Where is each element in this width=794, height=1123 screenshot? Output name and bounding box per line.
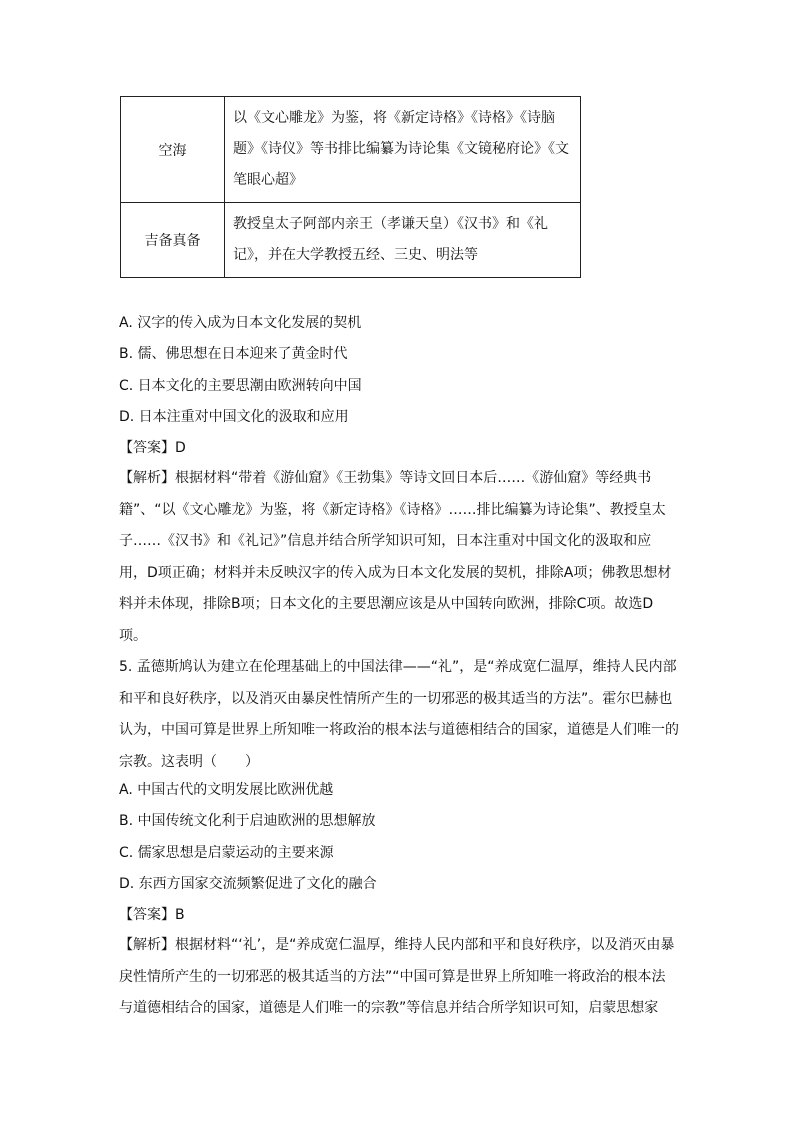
- q5-option-b: B. 中国传统文化利于启迪欧洲的思想解放: [119, 813, 376, 829]
- table-cell-name: 吉备真备: [121, 203, 225, 278]
- q5-option-d: D. 东西方国家交流频繁促进了文化的融合: [119, 876, 377, 892]
- table-row: [121, 97, 581, 203]
- q5-analysis: 【解析】根据材料“‘礼’，是“养成宽仁温厚，维持人民内部和平和良好秩序，以及消灭由暴戾性情所产生的一切邪恶的极其适当的方法”“中国可算是世界上所知唯一将政治的根本法与道德相结合的国家，道德是人们唯一的宗教”等信息并结合所学知识可知，启蒙思想家: [119, 937, 675, 1016]
- table-cell-name: 空海: [121, 97, 225, 203]
- q4-answer: 【答案】D: [119, 440, 186, 456]
- q5-stem: 5. 孟德斯鸠认为建立在伦理基础上的中国法律——“礼”，是“养成宽仁温厚，维持人民内部和平和良好秩序，以及消灭由暴戾性情所产生的一切邪恶的极其适当的方法”。霍尔巴赫也认为，中国可算是世界上所知唯一将政治的根本法与道德相结合的国家，道德是人们唯一的宗教。这表明（ ）: [119, 659, 679, 770]
- q5-answer: 【答案】B: [119, 907, 185, 923]
- table-row: [121, 203, 581, 278]
- table-cell-desc: 以《文心雕龙》为鉴，将《新定诗格》《诗格》《诗脑题》《诗仪》等书排比编纂为诗论集《文镜秘府论》《文笔眼心超》: [225, 97, 581, 203]
- material-table: [120, 96, 581, 278]
- q4-option-b: B. 儒、佛思想在日本迎来了黄金时代: [119, 346, 348, 362]
- q4-option-c: C. 日本文化的主要思潮由欧洲转向中国: [119, 378, 362, 394]
- q4-option-a: A. 汉字的传入成为日本文化发展的契机: [119, 315, 362, 331]
- q5-option-a: A. 中国古代的文明发展比欧洲优越: [119, 782, 334, 798]
- q5-option-c: C. 儒家思想是启蒙运动的主要来源: [119, 845, 334, 861]
- q4-option-d: D. 日本注重对中国文化的汲取和应用: [119, 409, 349, 425]
- table-cell-desc: 教授皇太子阿部内亲王（孝谦天皇）《汉书》和《礼记》，并在大学教授五经、三史、明法等: [225, 203, 581, 278]
- q4-analysis: 【解析】根据材料“带着《游仙窟》《王勃集》等诗文回日本后……《游仙窟》等经典书籍”、“以《文心雕龙》为鉴，将《新定诗格》《诗格》……排比编纂为诗论集”、教授皇太子……《汉书》和《礼记》”信息并结合所学知识可知，日本注重对中国文化的汲取和应用，D项正确；材料并未反映汉字的传入成为日本文化发展的契机，排除A项；佛教思想材料并未体现，排除B项；日本文化的主要思潮应该是从中国转向欧洲，排除C项。故选D项。: [119, 470, 672, 644]
